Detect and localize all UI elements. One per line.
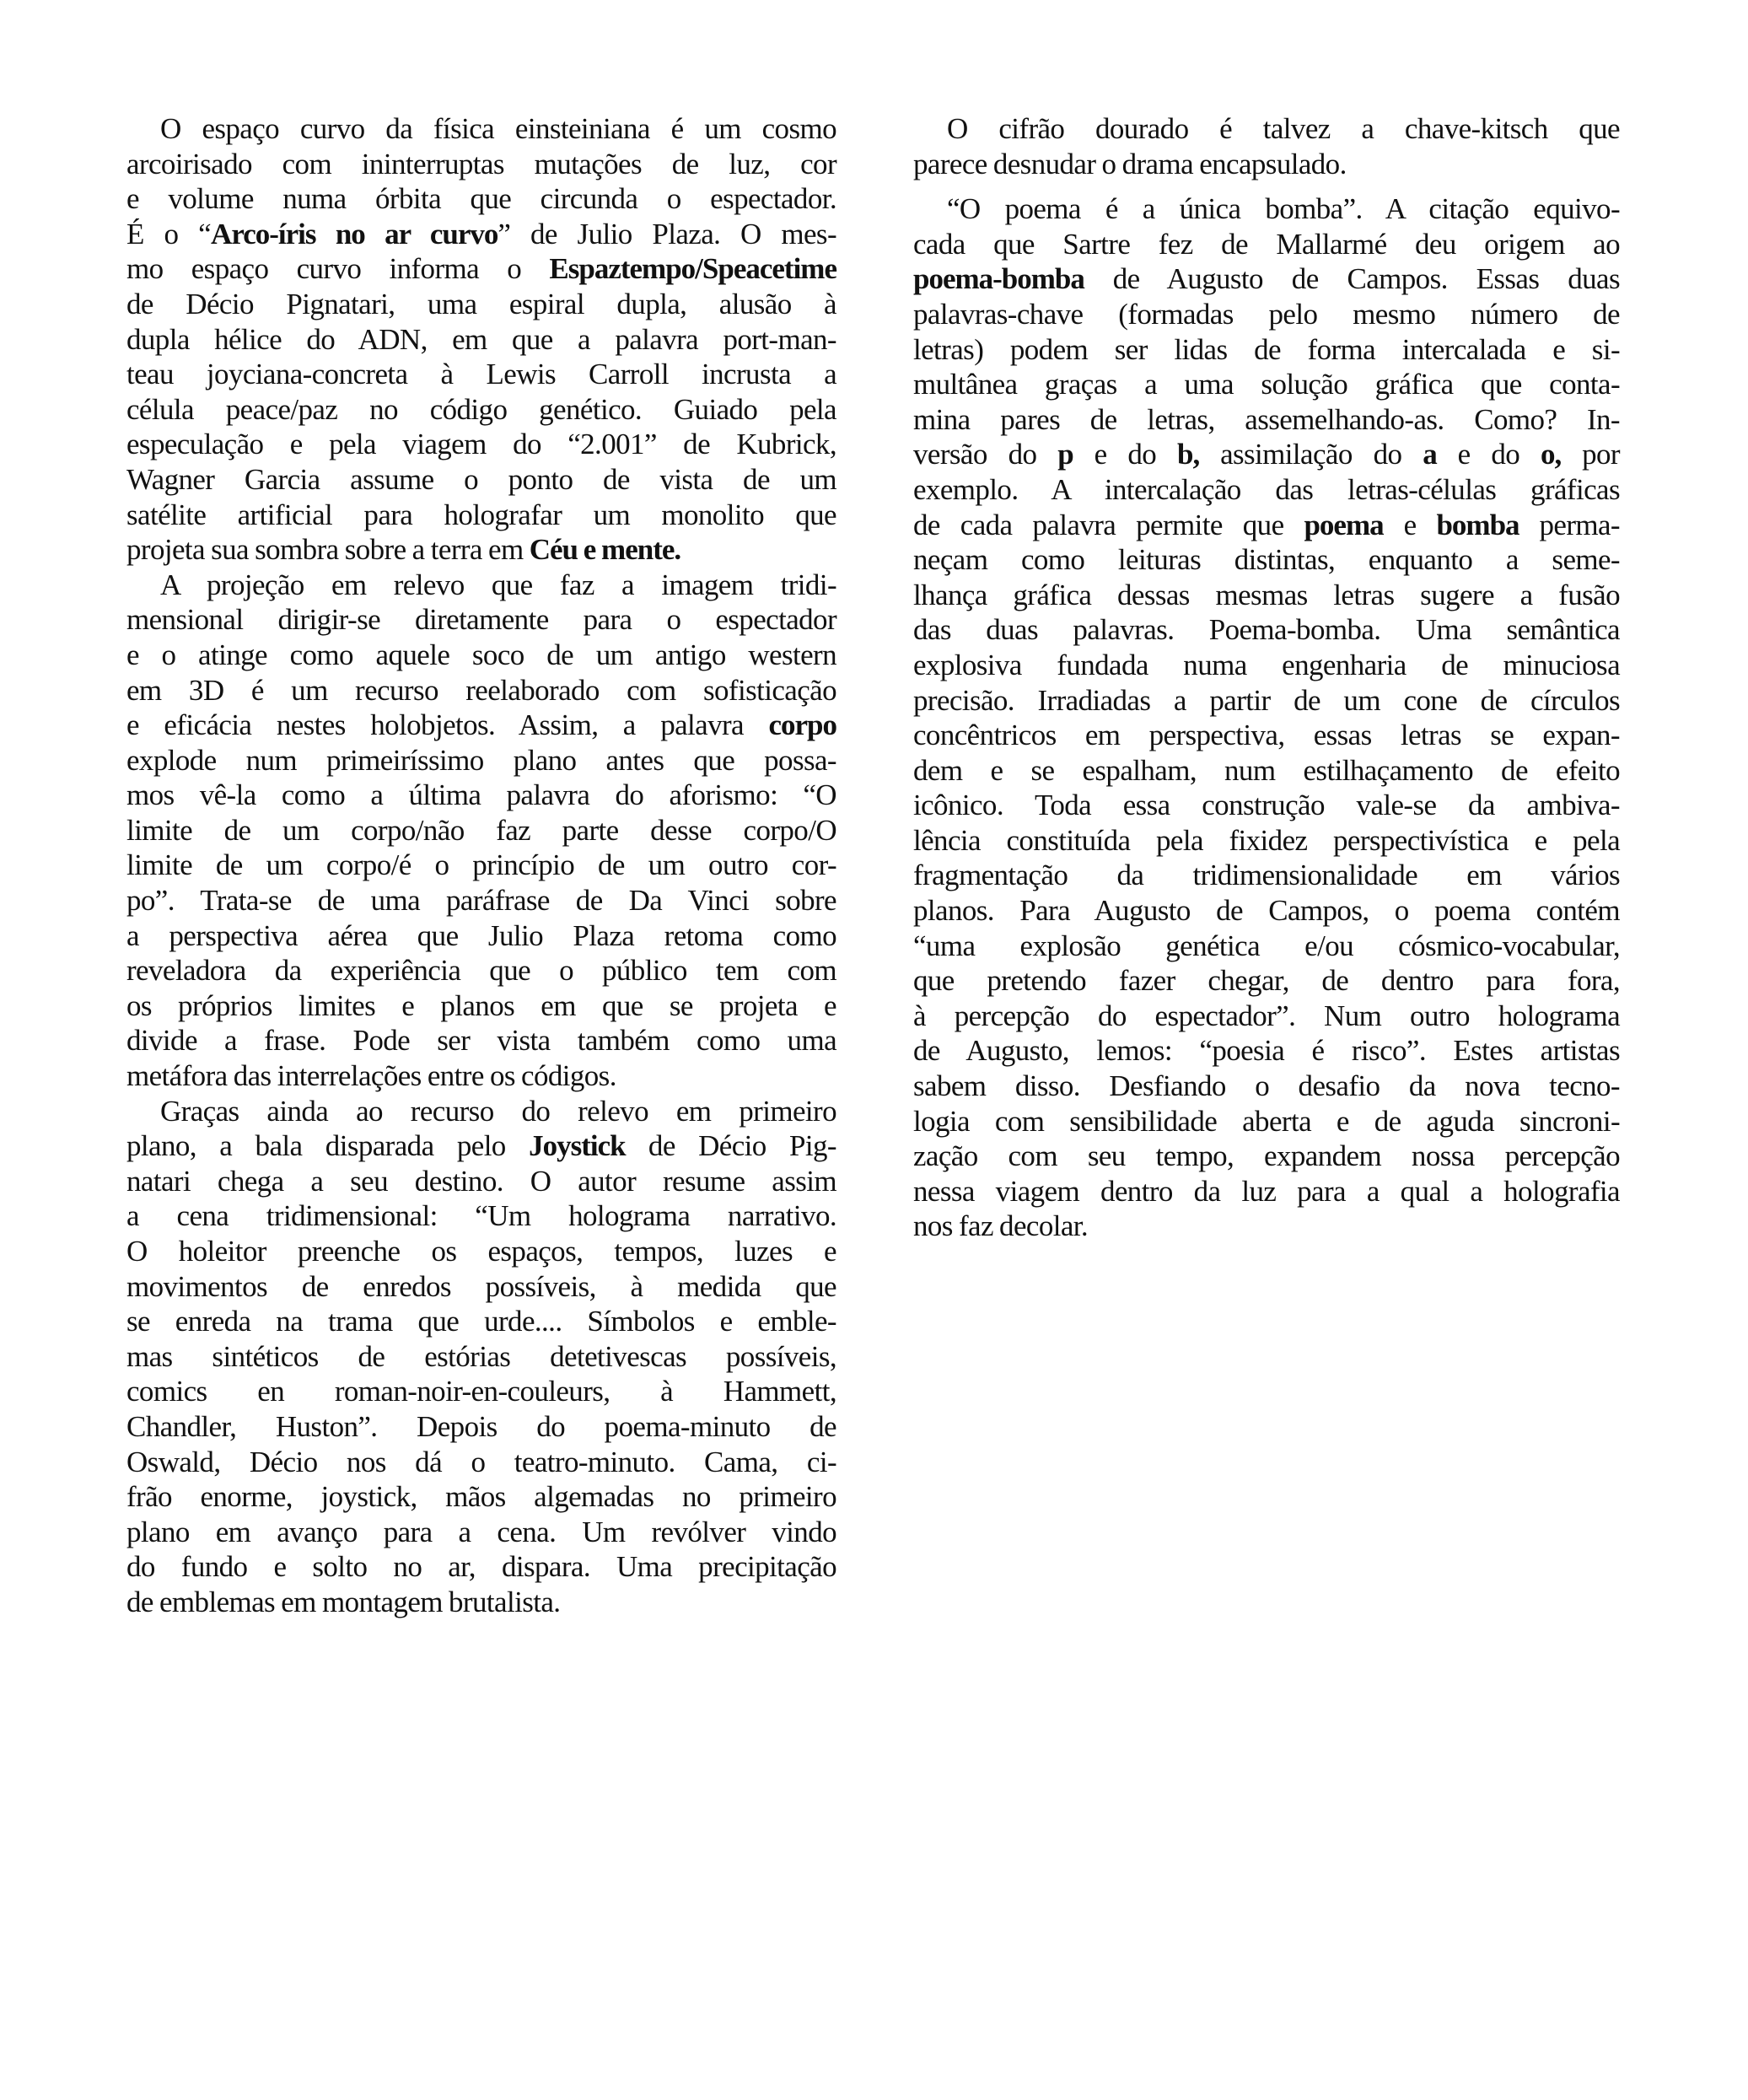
text-run: de Augusto de Campos. Essas duas bbox=[1084, 262, 1620, 296]
text-line bbox=[913, 893, 1620, 929]
text-line bbox=[126, 251, 836, 287]
text-line bbox=[126, 1198, 836, 1234]
text-line bbox=[126, 1234, 836, 1269]
bold-title: bomba bbox=[1436, 508, 1519, 541]
text-line bbox=[126, 708, 836, 743]
text-run: célula peace/paz no código genético. Guiado pela bbox=[126, 392, 836, 426]
text-line bbox=[126, 602, 836, 638]
text-run: “uma explosão genética e/ou cósmico-vocabular, bbox=[913, 929, 1620, 962]
text-run: versão do bbox=[913, 438, 1058, 471]
text-run: frão enorme, joystick, mãos algemadas no primeiro bbox=[126, 1480, 836, 1514]
text-run: assimilação do bbox=[1199, 438, 1423, 471]
text-line bbox=[126, 532, 836, 568]
text-run: mina pares de letras, assemelhando-as. Como? In- bbox=[913, 402, 1620, 436]
text-line bbox=[913, 578, 1620, 613]
text-run: explosiva fundada numa engenharia de minuciosa bbox=[913, 648, 1620, 681]
text-line bbox=[126, 883, 836, 918]
text-line bbox=[913, 612, 1620, 648]
text-run: precisão. Irradiadas a partir de um cone de círculos bbox=[913, 683, 1620, 717]
text-line bbox=[126, 1094, 836, 1129]
text-run: os próprios limites e planos em que se projeta e bbox=[126, 988, 836, 1022]
text-line bbox=[126, 568, 836, 603]
text-line bbox=[913, 718, 1620, 753]
text-line bbox=[126, 813, 836, 848]
text-line bbox=[126, 848, 836, 883]
text-run: mensional dirigir-se diretamente para o espectador bbox=[126, 603, 836, 637]
text-run: dem e se espalham, num estilhaçamento de efeito bbox=[913, 753, 1620, 787]
text-line bbox=[126, 673, 836, 708]
text-line bbox=[126, 1304, 836, 1339]
text-line bbox=[126, 1549, 836, 1585]
text-run: O holeitor preenche os espaços, tempos, luzes e bbox=[126, 1235, 836, 1268]
text-run: logia com sensibilidade aberta e de aguda sincroni- bbox=[913, 1104, 1620, 1138]
text-run: palavras-chave (formadas pelo mesmo número de bbox=[913, 297, 1620, 331]
text-line bbox=[913, 402, 1620, 438]
text-line bbox=[126, 392, 836, 428]
right-column bbox=[913, 111, 1620, 1244]
text-run: divide a frase. Pode ser vista também como uma bbox=[126, 1024, 836, 1058]
text-line bbox=[913, 191, 1620, 227]
text-line bbox=[126, 1515, 836, 1550]
text-run: de emblemas em montagem brutalista. bbox=[126, 1585, 561, 1618]
bold-title: poema-bomba bbox=[913, 262, 1084, 296]
bold-title: poema bbox=[1304, 508, 1384, 541]
text-run: que pretendo fazer chegar, de dentro para fora, bbox=[913, 964, 1620, 998]
text-line bbox=[913, 437, 1620, 472]
text-line bbox=[913, 788, 1620, 823]
text-line bbox=[126, 953, 836, 988]
text-run: e do bbox=[1073, 438, 1177, 471]
text-run: letras) podem ser lidas de forma intercalada e si- bbox=[913, 332, 1620, 366]
text-line bbox=[126, 743, 836, 778]
text-run: explode num primeiríssimo plano antes que possa- bbox=[126, 743, 836, 777]
text-run: cada que Sartre fez de Mallarmé deu origem ao bbox=[913, 227, 1620, 261]
text-run: O cifrão dourado é talvez a chave-kitsch que bbox=[947, 112, 1620, 145]
text-line bbox=[126, 1023, 836, 1058]
text-run: satélite artificial para holografar um monolito que bbox=[126, 498, 836, 531]
text-line bbox=[126, 287, 836, 322]
text-run: fragmentação da tridimensionalidade em vários bbox=[913, 859, 1620, 892]
paragraph bbox=[126, 568, 836, 1094]
text-run: à percepção do espectador”. Num outro holograma bbox=[913, 999, 1620, 1032]
text-run: exemplo. A intercalação das letras-células gráficas bbox=[913, 472, 1620, 506]
text-line bbox=[913, 683, 1620, 719]
text-line bbox=[913, 999, 1620, 1034]
text-run: de Décio Pig- bbox=[625, 1129, 836, 1163]
text-run: arcoirisado com ininterruptas mutações de luz, cor bbox=[126, 147, 836, 180]
text-line bbox=[913, 297, 1620, 332]
text-line bbox=[913, 542, 1620, 578]
text-run: lência constituída pela fixidez perspectivística e pela bbox=[913, 823, 1620, 857]
text-run: lhança gráfica dessas mesmas letras sugere a fusão bbox=[913, 578, 1620, 611]
text-line bbox=[126, 181, 836, 217]
text-line bbox=[126, 638, 836, 673]
text-run: concêntricos em perspectiva, essas letras se expan- bbox=[913, 719, 1620, 752]
text-run: de cada palavra permite que bbox=[913, 508, 1304, 541]
text-line bbox=[913, 261, 1620, 297]
text-run: e bbox=[1383, 508, 1437, 541]
text-run: zação com seu tempo, expandem nossa percepção bbox=[913, 1139, 1620, 1173]
text-line bbox=[126, 217, 836, 252]
text-line bbox=[913, 508, 1620, 543]
bold-title: Joystick bbox=[529, 1129, 626, 1163]
text-run: de Augusto, lemos: “poesia é risco”. Estes artistas bbox=[913, 1034, 1620, 1068]
text-run: nos faz decolar. bbox=[913, 1209, 1089, 1243]
text-run: a perspectiva aérea que Julio Plaza retoma como bbox=[126, 918, 836, 952]
bold-title: a bbox=[1423, 438, 1437, 471]
text-run: dupla hélice do ADN, em que a palavra port-man- bbox=[126, 322, 836, 356]
text-line bbox=[126, 1058, 836, 1094]
text-line bbox=[913, 1139, 1620, 1174]
text-run: plano, a bala disparada pelo bbox=[126, 1129, 530, 1163]
text-line bbox=[913, 367, 1620, 402]
text-run: reveladora da experiência que o público tem com bbox=[126, 954, 836, 988]
text-run: A projeção em relevo que faz a imagem tridi- bbox=[160, 568, 836, 601]
text-line bbox=[913, 648, 1620, 683]
text-line bbox=[126, 988, 836, 1024]
text-line bbox=[126, 111, 836, 147]
bold-title: Espaztempo/Speacetime bbox=[549, 252, 836, 286]
text-line bbox=[126, 1128, 836, 1164]
text-line bbox=[126, 1339, 836, 1375]
text-line bbox=[913, 1069, 1620, 1104]
text-line bbox=[126, 498, 836, 533]
left-column bbox=[126, 111, 836, 1620]
text-run: icônico. Toda essa construção vale-se da ambiva- bbox=[913, 789, 1620, 822]
text-run: neçam como leituras distintas, enquanto a seme- bbox=[913, 543, 1620, 577]
text-run: de Décio Pignatari, uma espiral dupla, alusão à bbox=[126, 287, 836, 320]
text-line bbox=[913, 929, 1620, 964]
text-run: metáfora das interrelações entre os códigos. bbox=[126, 1059, 616, 1093]
text-line bbox=[913, 147, 1620, 182]
text-run: do fundo e solto no ar, dispara. Uma precipitação bbox=[126, 1550, 836, 1584]
text-line bbox=[913, 963, 1620, 999]
text-line bbox=[126, 1164, 836, 1199]
bold-title: corpo bbox=[768, 708, 836, 742]
text-run: Graças ainda ao recurso do relevo em primeiro bbox=[160, 1094, 836, 1128]
text-line bbox=[913, 753, 1620, 789]
text-run: Wagner Garcia assume o ponto de vista de um bbox=[126, 462, 836, 496]
text-line bbox=[913, 823, 1620, 859]
text-line bbox=[126, 918, 836, 954]
paragraph bbox=[126, 1094, 836, 1620]
text-line bbox=[126, 778, 836, 813]
text-run: a cena tridimensional: “Um holograma narrativo. bbox=[126, 1199, 836, 1233]
text-line bbox=[126, 147, 836, 182]
text-line bbox=[913, 1033, 1620, 1069]
paragraph bbox=[126, 111, 836, 568]
text-line bbox=[913, 1209, 1620, 1244]
text-line bbox=[126, 1374, 836, 1409]
text-run: comics en roman-noir-en-couleurs, à Hammett, bbox=[126, 1375, 836, 1408]
text-line bbox=[126, 462, 836, 498]
text-run: mo espaço curvo informa o bbox=[126, 252, 550, 286]
text-line bbox=[913, 1174, 1620, 1209]
bold-title: Céu e mente. bbox=[529, 533, 681, 567]
text-run: É o “ bbox=[126, 217, 212, 250]
text-run: Oswald, Décio nos dá o teatro-minuto. Cama, ci- bbox=[126, 1445, 836, 1478]
text-run: e eficácia nestes holobjetos. Assim, a palavra bbox=[126, 708, 769, 742]
text-line bbox=[126, 1269, 836, 1305]
text-run: mas sintéticos de estórias detetivescas possíveis, bbox=[126, 1339, 836, 1373]
text-run: natari chega a seu destino. O autor resume assim bbox=[126, 1164, 836, 1198]
text-line bbox=[126, 1585, 836, 1620]
text-line bbox=[126, 427, 836, 462]
text-run: mos vê-la como a última palavra do aforismo: “O bbox=[126, 778, 836, 812]
text-run: das duas palavras. Poema-bomba. Uma semântica bbox=[913, 613, 1620, 647]
text-run: e do bbox=[1436, 438, 1541, 471]
text-run: limite de um corpo/é o princípio de um outro cor- bbox=[126, 848, 836, 882]
text-line bbox=[913, 332, 1620, 368]
text-run: projeta sua sombra sobre a terra em bbox=[126, 533, 530, 567]
text-line bbox=[913, 1104, 1620, 1139]
text-run: Chandler, Huston”. Depois do poema-minuto de bbox=[126, 1409, 836, 1443]
text-run: e o atinge como aquele soco de um antigo western bbox=[126, 638, 836, 671]
bold-title: b, bbox=[1177, 438, 1200, 471]
text-run: multânea graças a uma solução gráfica que conta- bbox=[913, 368, 1620, 401]
text-run: limite de um corpo/não faz parte desse corpo/O bbox=[126, 813, 836, 847]
text-line bbox=[126, 1409, 836, 1445]
text-run: planos. Para Augusto de Campos, o poema contém bbox=[913, 894, 1620, 928]
text-run: e volume numa órbita que circunda o espectador. bbox=[126, 182, 836, 216]
bold-title: Arco-íris no ar curvo bbox=[211, 217, 498, 250]
text-line bbox=[913, 858, 1620, 893]
text-run: movimentos de enredos possíveis, à medida que bbox=[126, 1269, 836, 1303]
text-run: perma- bbox=[1519, 508, 1620, 541]
bold-title: o, bbox=[1541, 438, 1562, 471]
text-run: especulação e pela viagem do “2.001” de Kubrick, bbox=[126, 428, 836, 461]
text-run: teau joyciana-concreta à Lewis Carroll incrusta a bbox=[126, 358, 836, 391]
text-run: sabem disso. Desfiando o desafio da nova tecno- bbox=[913, 1069, 1620, 1103]
paragraph bbox=[913, 191, 1620, 1244]
text-run: nessa viagem dentro da luz para a qual a holografia bbox=[913, 1174, 1620, 1208]
text-run: por bbox=[1561, 438, 1620, 471]
text-run: po”. Trata-se de uma paráfrase de Da Vinci sobre bbox=[126, 884, 836, 918]
paragraph bbox=[913, 111, 1620, 181]
text-run: parece desnudar o drama encapsulado. bbox=[913, 147, 1347, 180]
text-line bbox=[913, 472, 1620, 508]
bold-title: p bbox=[1057, 438, 1073, 471]
text-run: em 3D é um recurso reelaborado com sofisticação bbox=[126, 673, 836, 707]
text-line bbox=[126, 322, 836, 358]
text-line bbox=[126, 1445, 836, 1480]
text-line bbox=[126, 1479, 836, 1515]
text-run: O espaço curvo da física einsteiniana é um cosmo bbox=[160, 112, 836, 145]
text-line bbox=[126, 357, 836, 392]
text-run: ” de Julio Plaza. O mes- bbox=[498, 217, 837, 250]
text-run: se enreda na trama que urde.... Símbolos e emble- bbox=[126, 1305, 836, 1338]
text-run: plano em avanço para a cena. Um revólver vindo bbox=[126, 1515, 836, 1548]
text-run: “O poema é a única bomba”. A citação equivo- bbox=[947, 192, 1620, 226]
text-line bbox=[913, 227, 1620, 262]
text-line bbox=[913, 111, 1620, 147]
